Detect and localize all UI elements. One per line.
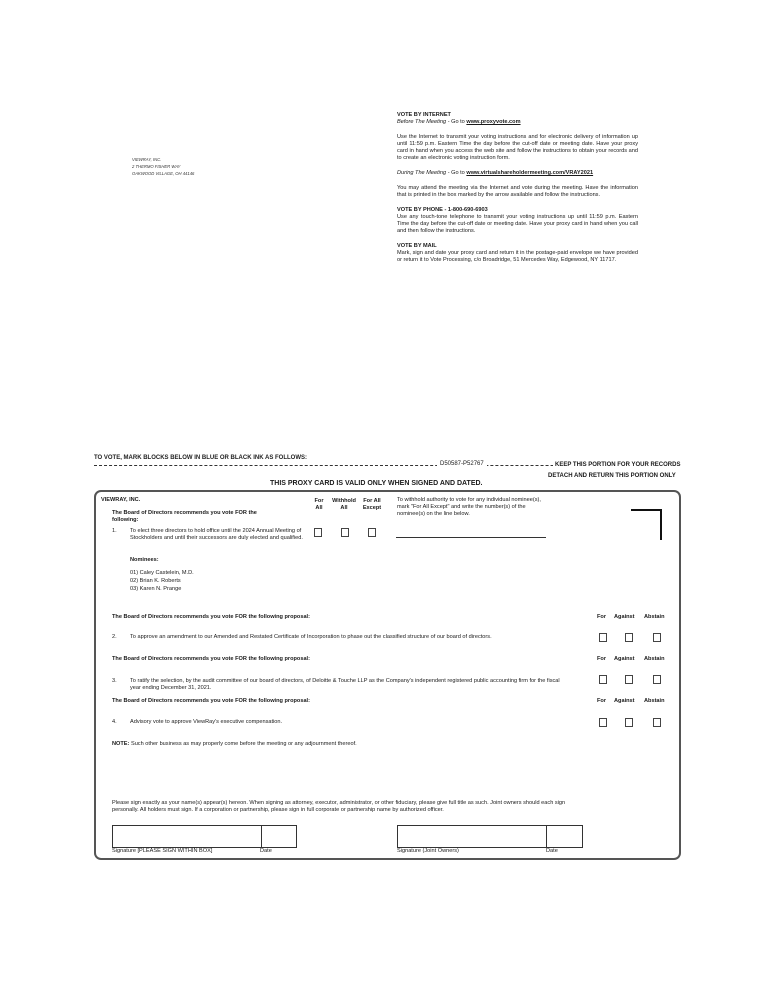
item-4-text: Advisory vote to approve ViewRay's executive compensation. [130, 719, 283, 725]
col-abstain-4: Abstain [644, 698, 665, 704]
nominees-label: Nominees: [130, 557, 159, 563]
note-text: Such other business as may properly come before the meeting or any adjournment thereof. [129, 741, 357, 747]
proxyvote-link[interactable]: www.proxyvote.com [466, 119, 521, 125]
date-box[interactable] [260, 825, 297, 848]
item-4-for-checkbox[interactable] [599, 718, 607, 727]
for-all-checkbox[interactable] [314, 528, 322, 537]
item-4-abstain-checkbox[interactable] [653, 718, 661, 727]
item-3-for-checkbox[interactable] [599, 675, 607, 684]
item-4-number: 4. [112, 719, 117, 725]
item-3-text: To ratify the selection, by the audit committee of our board of directors, of Deloitte & Touche LLP as the Company's independent registered public accounting firm for the fiscal year ending December 31, 2021. [130, 678, 560, 691]
joint-date-label: Date [546, 848, 558, 854]
for-all-except-checkbox[interactable] [368, 528, 376, 537]
item-3-number: 3. [112, 678, 117, 684]
item-1-number: 1. [112, 528, 117, 534]
phone-text: Use any touch-tone telephone to transmit your voting instructions up until 11:59 p.m. Eastern Time the day before the cut-off date or meeting date. Have your proxy card in hand when you call and then follow the instructions. [397, 214, 638, 234]
board-recommendation-1: The Board of Directors recommends you vote FOR the following: [112, 510, 257, 523]
before-label: Before The Meeting [397, 119, 447, 125]
item-2-for-checkbox[interactable] [599, 633, 607, 642]
col-withhold-all: Withhold All [332, 498, 356, 511]
col-against-3: Against [614, 656, 635, 662]
proposal-recommendation-3: The Board of Directors recommends you vote FOR the following proposal: [112, 656, 310, 662]
joint-signature-label: Signature (Joint Owners) [397, 848, 459, 854]
card-code: D50587-P52767 [437, 461, 487, 467]
withhold-instructions: To withhold authority to vote for any individual nominee(s), mark "For All Except" and write the number(s) of the nominee(s) on the line below. [397, 497, 541, 517]
to-vote-instruction: TO VOTE, MARK BLOCKS BELOW IN BLUE OR BLACK INK AS FOLLOWS: [94, 455, 307, 461]
mail-heading: VOTE BY MAIL [397, 243, 437, 249]
phone-heading: VOTE BY PHONE - 1-800-690-6903 [397, 207, 488, 213]
voting-instructions [397, 112, 638, 264]
col-for-3: For [597, 656, 607, 662]
item-4-against-checkbox[interactable] [625, 718, 633, 727]
note [112, 741, 357, 748]
item-3-abstain-checkbox[interactable] [653, 675, 661, 684]
item-2-abstain-checkbox[interactable] [653, 633, 661, 642]
joint-signature-box[interactable] [397, 825, 547, 848]
company-name: VIEWRAY, INC. [132, 157, 162, 162]
col-for-4: For [597, 698, 607, 704]
signature-box[interactable] [112, 825, 262, 848]
item-2-number: 2. [112, 634, 117, 640]
during-label: During The Meeting [397, 170, 447, 176]
col-for-all-except: For All Except [362, 498, 382, 511]
mail-text: Mark, sign and date your proxy card and return it in the postage-paid envelope we have provided or return it to Vote Processing, c/o Broadridge, 51 Mercedes Way, Edgewood, NY 11717. [397, 250, 638, 263]
before-meeting-line [397, 119, 638, 126]
col-against-4: Against [614, 698, 635, 704]
col-for-all: For All [314, 498, 324, 511]
joint-date-box[interactable] [545, 825, 583, 848]
item-3-against-checkbox[interactable] [625, 675, 633, 684]
proposal-recommendation-4: The Board of Directors recommends you vote FOR the following proposal: [112, 698, 310, 704]
keep-portion-label: KEEP THIS PORTION FOR YOUR RECORDS [555, 462, 681, 468]
during-goto: - Go to [446, 170, 467, 176]
date-label: Date [260, 848, 272, 854]
signature-label: Signature [PLEASE SIGN WITHIN BOX] [112, 848, 213, 854]
item-2-text: To approve an amendment to our Amended and Restated Certificate of Incorporation to phase out the classified structure of our board of directors. [130, 634, 492, 640]
arrow-corner-box [631, 509, 662, 540]
sign-instructions: Please sign exactly as your name(s) appear(s) hereon. When signing as attorney, executor, administrator, or other fiduciary, please give full title as such. Joint owners should each sign personally. All holders must sign. If a corporation or partnership, please sign in full corporate or partnership name by authorized officer. [112, 800, 566, 813]
during-meeting-text: You may attend the meeting via the Internet and vote during the meeting. Have the information that is printed in the box marked by the arrow available and follow the instructions. [397, 185, 638, 198]
nominee-1: 01) Caley Castelein, M.D. [130, 570, 194, 576]
during-meeting-line [397, 170, 638, 177]
valid-notice: THIS PROXY CARD IS VALID ONLY WHEN SIGNED AND DATED. [270, 480, 483, 487]
item-1-text: To elect three directors to hold office until the 2024 Annual Meeting of Stockholders and until their successors are duly elected and qualified. [130, 528, 303, 541]
proposal-recommendation-2: The Board of Directors recommends you vote FOR the following proposal: [112, 614, 310, 620]
note-label: NOTE: [112, 741, 130, 747]
col-against-2: Against [614, 614, 635, 620]
address-line-1: 2 THERMO FISHER WAY [132, 164, 181, 169]
return-address [132, 156, 194, 177]
nominee-exception-line[interactable] [396, 537, 546, 538]
col-abstain-2: Abstain [644, 614, 665, 620]
item-2-against-checkbox[interactable] [625, 633, 633, 642]
before-meeting-text: Use the Internet to transmit your voting instructions and for electronic delivery of information up until 11:59 p.m. Eastern Time the day before the cut-off date or meeting date. Have your proxy card in hand when you access the web site and follow the instructions to obtain your records and to create an electronic voting instruction form. [397, 134, 638, 161]
withhold-all-checkbox[interactable] [341, 528, 349, 537]
detach-return-label: DETACH AND RETURN THIS PORTION ONLY [548, 473, 676, 479]
col-abstain-3: Abstain [644, 656, 665, 662]
nominee-2: 02) Brian K. Roberts [130, 578, 181, 584]
col-for-2: For [597, 614, 607, 620]
nominee-3: 03) Karen N. Prange [130, 586, 182, 592]
card-company-name: VIEWRAY, INC. [101, 497, 141, 503]
internet-heading: VOTE BY INTERNET [397, 112, 451, 118]
before-goto: - Go to [446, 119, 467, 125]
virtual-meeting-link[interactable]: www.virtualshareholdermeeting.com/VRAY2021 [466, 170, 594, 176]
address-line-2: OAKWOOD VILLAGE, OH 44146 [132, 171, 195, 176]
